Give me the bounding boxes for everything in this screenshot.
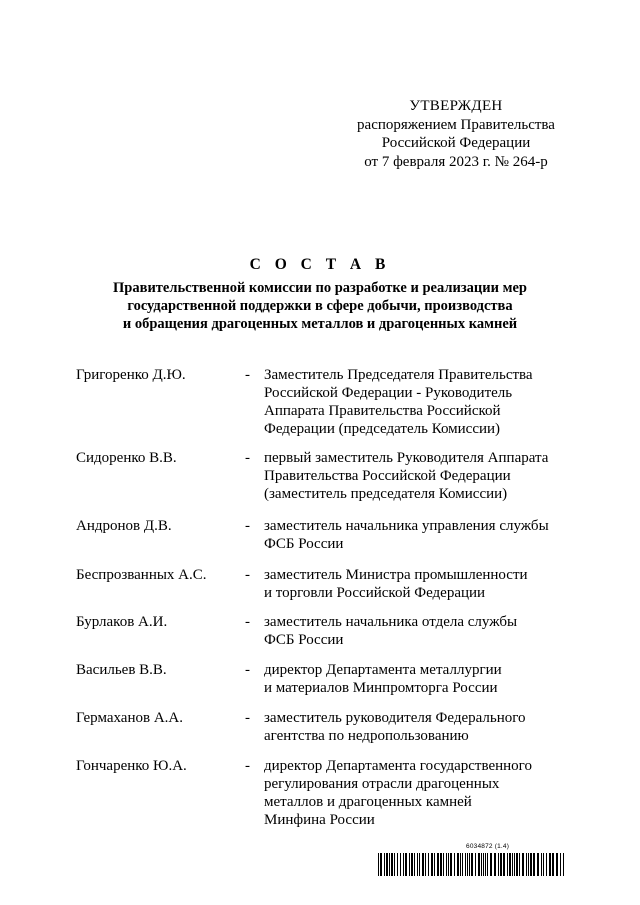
role-line: и торговли Российской Федерации xyxy=(264,585,486,601)
member-name: Сидоренко В.В. xyxy=(76,450,177,466)
role-line: и материалов Минпромторга России xyxy=(264,680,498,696)
member-role xyxy=(264,566,564,602)
member-role xyxy=(264,709,564,745)
role-line: Аппарата Правительства Российской xyxy=(264,403,501,419)
member-dash: - xyxy=(245,662,250,678)
subtitle-line: государственной поддержки в сфере добычи, производства xyxy=(127,298,513,314)
role-line: первый заместитель Руководителя Аппарата xyxy=(264,450,549,466)
member-name: Беспрозванных А.С. xyxy=(76,567,207,583)
member-role xyxy=(264,757,564,829)
member-dash: - xyxy=(245,614,250,630)
member-role xyxy=(264,517,564,553)
role-line: Правительства Российской Федерации xyxy=(264,468,511,484)
barcode-icon xyxy=(378,853,564,876)
member-name: Бурлаков А.И. xyxy=(76,614,168,630)
role-line: регулирования отрасли драгоценных xyxy=(264,776,500,792)
member-name: Григоренко Д.Ю. xyxy=(76,367,186,383)
member-role xyxy=(264,449,564,503)
member-role xyxy=(264,613,564,649)
role-line: заместитель Министра промышленности xyxy=(264,567,528,583)
role-line: Федерации (председатель Комиссии) xyxy=(264,421,501,437)
member-dash: - xyxy=(245,450,250,466)
member-name: Гончаренко Ю.А. xyxy=(76,758,187,774)
member-dash: - xyxy=(245,367,250,383)
role-line: Российской Федерации - Руководитель xyxy=(264,385,513,401)
composition-title: С О С Т А В xyxy=(249,256,391,273)
member-dash: - xyxy=(245,518,250,534)
role-line: агентства по недропользованию xyxy=(264,728,469,744)
role-line: (заместитель председателя Комиссии) xyxy=(264,486,508,502)
role-line: металлов и драгоценных камней xyxy=(264,794,472,810)
member-dash: - xyxy=(245,710,250,726)
approval-line: распоряжением Правительства xyxy=(357,116,555,133)
subtitle-line: и обращения драгоценных металлов и драгоценных камней xyxy=(122,316,518,332)
approval-date-line: от 7 февраля 2023 г. № 264-р xyxy=(364,153,548,170)
role-line: ФСБ России xyxy=(264,632,344,648)
member-dash: - xyxy=(245,567,250,583)
document-stamp: 6034872 (1.4) xyxy=(466,843,510,850)
member-dash: - xyxy=(245,758,250,774)
role-line: директор Департамента металлургии xyxy=(264,662,502,678)
subtitle-line: Правительственной комиссии по разработке и реализации мер xyxy=(113,280,527,296)
role-line: Заместитель Председателя Правительства xyxy=(264,367,533,383)
role-line: заместитель начальника управления службы xyxy=(264,518,549,534)
member-name: Гермаханов А.А. xyxy=(76,710,183,726)
role-line: заместитель руководителя Федерального xyxy=(264,710,526,726)
member-name: Андронов Д.В. xyxy=(76,518,172,534)
member-role xyxy=(264,366,564,438)
approval-line: Российской Федерации xyxy=(381,135,531,151)
approval-heading: УТВЕРЖДЕН xyxy=(409,98,503,114)
member-role xyxy=(264,661,564,697)
role-line: директор Департамента государственного xyxy=(264,758,532,774)
role-line: Минфина России xyxy=(264,812,375,828)
member-name: Васильев В.В. xyxy=(76,662,167,678)
role-line: заместитель начальника отдела службы xyxy=(264,614,518,630)
role-line: ФСБ России xyxy=(264,536,344,552)
